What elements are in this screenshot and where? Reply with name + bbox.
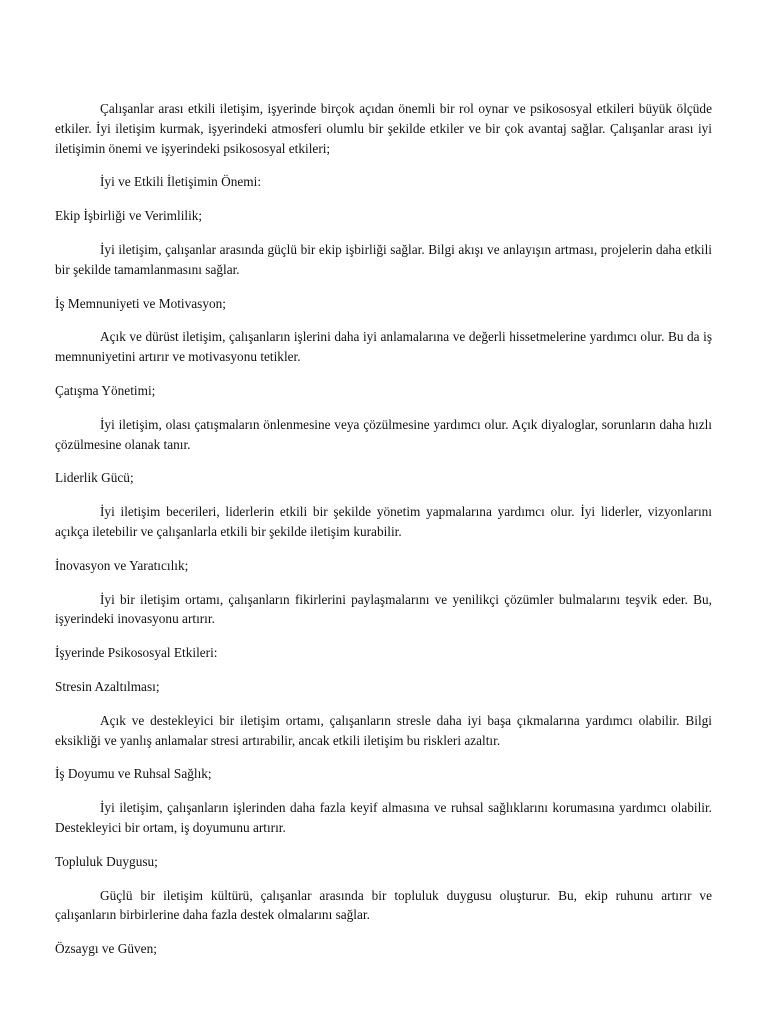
heading-mental-health: İş Doyumu ve Ruhsal Sağlık; bbox=[55, 766, 212, 782]
heading-leadership: Liderlik Gücü; bbox=[55, 470, 134, 486]
paragraph-community: Güçlü bir iletişim kültürü, çalışanlar arasında bir topluluk duygusu oluşturur. Bu, ekip ruhunu artırır ve çalışanların birbirlerine daha fazla destek olmalarını sağlar. bbox=[55, 887, 712, 923]
paragraph-stress-reduction: Açık ve destekleyici bir iletişim ortamı, çalışanların stresle daha iyi başa çıkmalarına yardımcı olabilir. Bilgi eksikliği ve yanlış anlamalar stresi artırabilir, ancak etkili iletişim bu riskleri azaltır. bbox=[55, 712, 712, 748]
heading-teamwork: Ekip İşbirliği ve Verimlilik; bbox=[55, 208, 203, 224]
heading-stress-reduction: Stresin Azaltılması; bbox=[55, 678, 160, 694]
paragraph-conflict-management: İyi iletişim, olası çatışmaların önlenmesine veya çözülmesine yardımcı olur. Açık diyaloglar, sorunların daha hızlı çözülmesine olanak tanır. bbox=[55, 416, 712, 452]
intro-paragraph: Çalışanlar arası etkili iletişim, işyerinde birçok açıdan önemli bir rol oynar ve psikososyal etkileri büyük ölçüde etkiler. İyi iletişim kurmak, işyerindeki atmosferi olumlu bir şekilde etkiler ve bir çok avantaj sağlar. Çalışanlar arası iyi iletişimin önemi ve işyerindeki psikososyal etkileri; bbox=[55, 101, 712, 156]
heading-community: Topluluk Duygusu; bbox=[55, 853, 158, 869]
paragraph-innovation: İyi bir iletişim ortamı, çalışanların fikirlerini paylaşmalarını ve yenilikçi çözümler bulmalarını teşvik eder. Bu, işyerindeki inovasyonu artırır. bbox=[55, 591, 712, 627]
section-title-importance: İyi ve Etkili İletişimin Önemi: bbox=[100, 174, 262, 190]
paragraph-leadership: İyi iletişim becerileri, liderlerin etkili bir şekilde yönetim yapmalarına yardımcı olur. İyi liderler, vizyonlarını açıkça iletebilir ve çalışanlarla etkili bir şekilde iletişim kurabilir. bbox=[55, 504, 712, 539]
heading-innovation: İnovasyon ve Yaratıcılık; bbox=[55, 557, 189, 573]
paragraph-job-satisfaction: Açık ve dürüst iletişim, çalışanların işlerini daha iyi anlamalarına ve değerli hissetmelerine yardımcı olur. Bu da iş memnuniyetini artırır ve motivasyonu tetikler. bbox=[55, 329, 712, 365]
paragraph-teamwork: İyi iletişim, çalışanlar arasında güçlü bir ekip işbirliği sağlar. Bilgi akışı ve anlayışın artması, projelerin daha etkili bir şekilde tamamlanmasını sağlar. bbox=[55, 241, 712, 277]
heading-job-satisfaction: İş Memnuniyeti ve Motivasyon; bbox=[55, 295, 226, 311]
heading-self-esteem: Özsaygı ve Güven; bbox=[55, 941, 157, 957]
heading-conflict-management: Çatışma Yönetimi; bbox=[55, 382, 156, 398]
document-page bbox=[55, 99, 712, 973]
section-title-psychosocial: İşyerinde Psikososyal Etkileri: bbox=[55, 645, 218, 661]
paragraph-mental-health: İyi iletişim, çalışanların işlerinden daha fazla keyif almasına ve ruhsal sağlıklarını korumasına yardımcı olabilir. Destekleyici bir ortam, iş doyumunu artırır. bbox=[55, 800, 712, 835]
